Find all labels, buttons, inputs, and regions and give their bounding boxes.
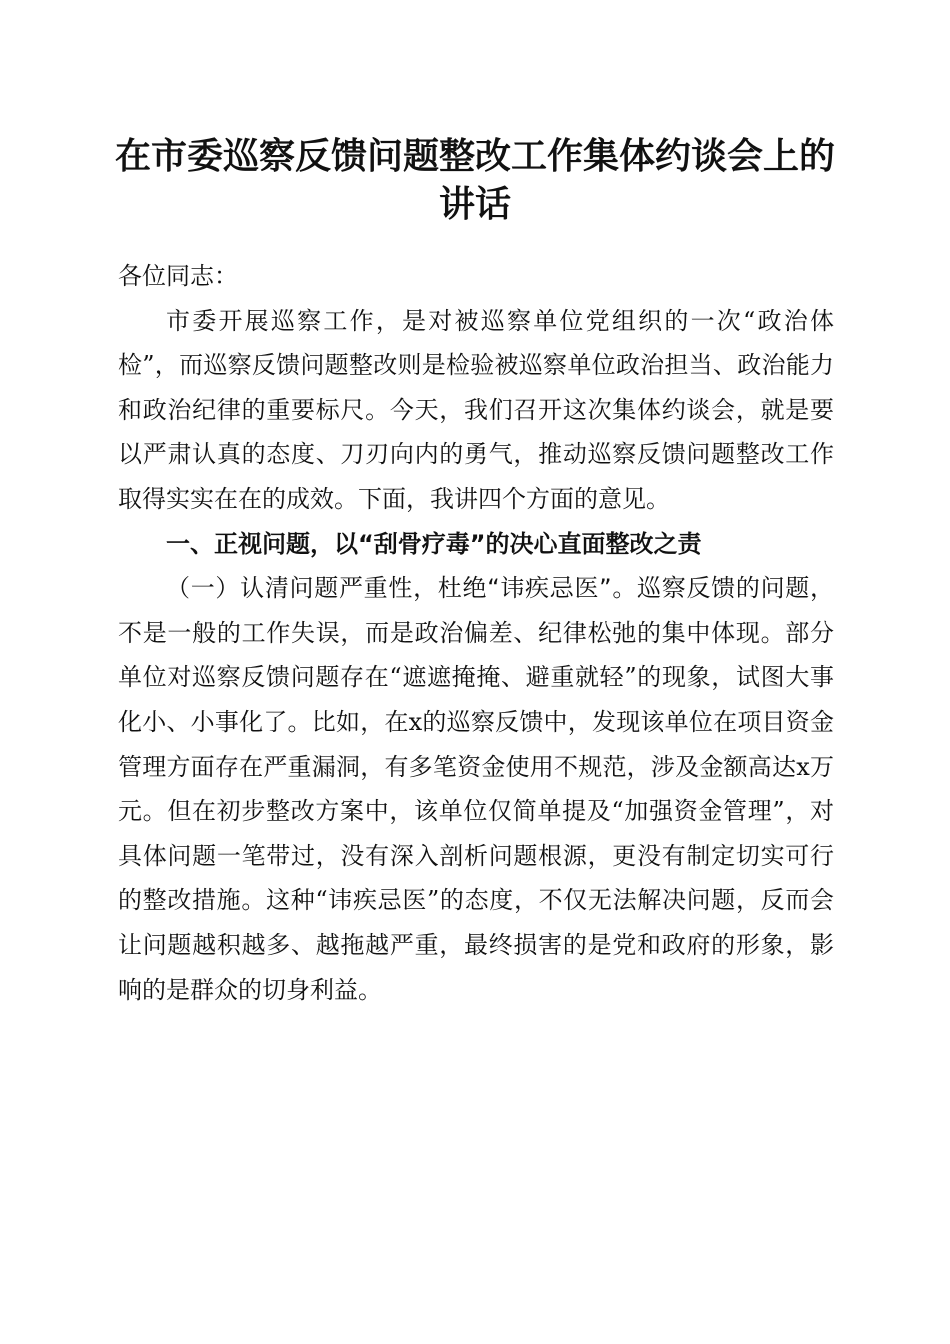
document-body (118, 254, 834, 1012)
subsection-paragraph-1 (118, 566, 834, 1012)
document-title: 在市委巡察反馈问题整改工作集体约谈会上的讲话 (114, 136, 835, 225)
subsection-heading-1: （一）认清问题严重性，杜绝“讳疾忌医”。 (166, 574, 638, 603)
section-heading-1: 一、正视问题，以“刮骨疗毒”的决心直面整改之责 (166, 529, 702, 558)
subsection-text-1: 巡察反馈的问题，不是一般的工作失误，而是政治偏差、纪律松弛的集中体现。部分单位对巡察反馈问题存在“遮遮掩掩、避重就轻”的现象，试图大事化小、小事化了。比如，在x的巡察反馈中，发现该单位在项目资金管理方面存在严重漏洞，有多笔资金使用不规范，涉及金额高达x万元。但在初步整改方案中，该单位仅简单提及“加强资金管理”，对具体问题一笔带过，没有深入剖析问题根源，更没有制定切实可行的整改措施。这种“讳疾忌医”的态度，不仅无法解决问题，反而会让问题越积越多、越拖越严重，最终损害的是党和政府的形象，影响的是群众的切身利益。 (118, 574, 835, 1004)
intro-paragraph: 市委开展巡察工作，是对被巡察单位党组织的一次“政治体检”，而巡察反馈问题整改则是检验被巡察单位政治担当、政治能力和政治纪律的重要标尺。今天，我们召开这次集体约谈会，就是要以严肃认真的态度、刀刃向内的勇气，推动巡察反馈问题整改工作取得实实在在的成效。下面，我讲四个方面的意见。 (118, 306, 834, 513)
salutation: 各位同志： (118, 262, 238, 290)
